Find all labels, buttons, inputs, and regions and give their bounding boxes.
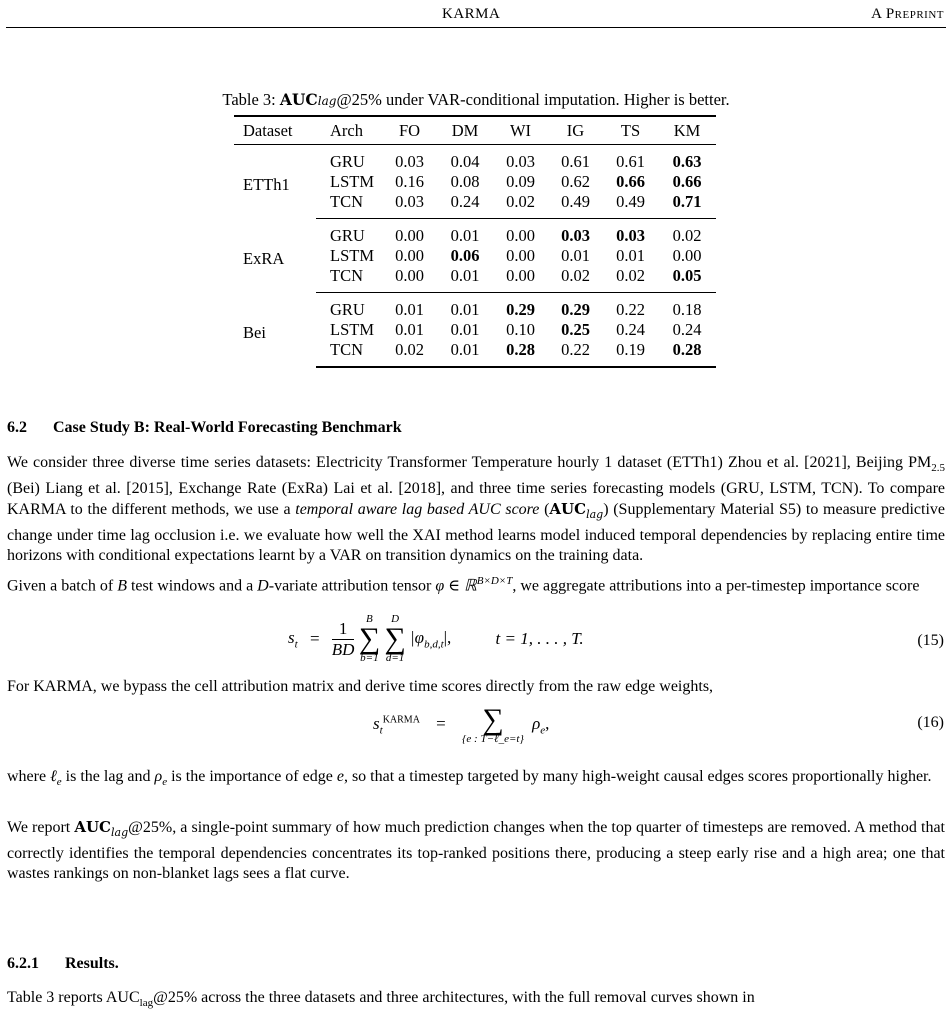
value-cell: 0.49 — [603, 192, 658, 219]
table-header-row — [234, 116, 716, 145]
arch-cell: TCN — [316, 266, 382, 293]
value-cell: 0.66 — [616, 172, 645, 191]
col-header: Arch — [316, 116, 382, 145]
value-cell: 0.06 — [450, 246, 480, 265]
value-cell: 0.02 — [382, 340, 437, 367]
value-cell: 0.66 — [672, 172, 702, 191]
header-rule — [6, 27, 946, 28]
table-row — [234, 219, 716, 247]
arch-cell: LSTM — [330, 172, 375, 191]
value-cell: 0.00 — [506, 226, 535, 245]
equation-16: $s_t^{KARMA}$ = ∑ {e : T−ℓ_e=t} $\rho_e$, (16) — [373, 703, 944, 745]
value-cell: 0.28 — [658, 340, 716, 367]
value-cell: 0.00 — [672, 246, 702, 265]
paragraph-lag: where ℓ$_e$ is the lag and $\rho_e$ is the importance of edge e, so that a timestep targeted by many high-weight causal edges scores proportionally higher. — [7, 768, 932, 789]
table-group — [234, 293, 716, 368]
value-cell: 0.29 — [506, 300, 535, 319]
caption-metric: AUClag — [279, 90, 337, 109]
value-cell: 0.62 — [561, 172, 590, 191]
value-cell: 0.04 — [450, 152, 480, 171]
paragraph-karma: For KARMA, we bypass the cell attribution matrix and derive time scores directly from the raw edge weights, — [7, 678, 714, 695]
table-row — [234, 293, 716, 321]
value-cell: 0.00 — [506, 246, 535, 265]
col-header: WI — [493, 116, 548, 145]
value-cell: 0.49 — [548, 192, 603, 219]
header-title: KARMA — [442, 6, 501, 22]
value-cell: 0.18 — [672, 300, 702, 319]
arch-cell: TCN — [316, 340, 382, 367]
col-header: KM — [658, 116, 716, 145]
table-caption: Table 3: AUClag@25% under VAR-conditional imputation. Higher is better. — [222, 90, 730, 109]
arch-cell: LSTM — [330, 246, 375, 265]
subsection-heading: 6.2.1 Results. — [7, 955, 119, 972]
value-cell: 0.03 — [561, 226, 590, 245]
value-cell: 0.02 — [603, 266, 658, 293]
value-cell: 0.19 — [603, 340, 658, 367]
section-heading: 6.2 Case Study B: Real-World Forecasting Benchmark — [7, 419, 402, 436]
value-cell: 0.24 — [672, 320, 702, 339]
value-cell: 0.24 — [616, 320, 645, 339]
table-group — [234, 219, 716, 293]
value-cell: 0.03 — [395, 152, 424, 171]
value-cell: 0.00 — [382, 266, 437, 293]
value-cell: 0.01 — [450, 320, 480, 339]
value-cell: 0.00 — [395, 226, 424, 245]
col-header: DM — [437, 116, 493, 145]
paragraph-datasets: We consider three diverse time series datasets: Electricity Transformer Temperature hourly 1 dataset (ETTh1) Zhou et al. [2021], Beijing $PM_{2.5}$ (Bei) Liang et al. [2015], Exchange Rate (ExRa) Lai et al. [2018], and three time series forecasting models (GRU, LSTM, TCN). To compare KARMA to the different methods, we use a temporal aware lag based AUC score $(AUC_{lag})$ (Supplementary Material S5) to measure predictive change under time lag occlusion i.e. we evaluate how well the XAI method learns model induced temporal dependencies by replacing entire time horizons with conditional expectations learnt by a VAR on transition dynamics on the training data. — [7, 454, 945, 565]
value-cell: 0.01 — [616, 246, 645, 265]
table-group — [234, 145, 716, 219]
value-cell: 0.02 — [493, 192, 548, 219]
header-preprint-label: A Preprint — [871, 6, 944, 22]
value-cell: 0.61 — [616, 152, 645, 171]
dataset-cell: Bei — [243, 323, 266, 343]
equation-15: $s_t$ = $\frac{1}{BD}$ B ∑ b=1 D ∑ d=1 $|\varphi_{b,d,t}|$, t = 1, . . . , T. (15) — [288, 613, 944, 664]
value-cell: 0.16 — [395, 172, 424, 191]
value-cell: 0.28 — [493, 340, 548, 367]
value-cell: 0.00 — [395, 246, 424, 265]
paragraph-report: We report $AUC_{lag}@25\%$, a single-point summary of how much prediction changes when the top quarter of timesteps are removed. A method that correctly identifies the temporal dependencies concentrates its top-ranked positions there, producing a steep early rise and a high area; one that wastes rankings on non-blanket lags sees a flat curve. — [7, 818, 945, 882]
paragraph-results: Table 3 reports $AUC_{lag}@25\%$ across the three datasets and three architectures, with the full removal curves shown in — [7, 989, 755, 1010]
value-cell: 0.22 — [616, 300, 645, 319]
value-cell: 0.01 — [395, 300, 424, 319]
value-cell: 0.22 — [548, 340, 603, 367]
arch-cell: TCN — [316, 192, 382, 219]
value-cell: 0.03 — [506, 152, 535, 171]
value-cell: 0.03 — [382, 192, 437, 219]
col-header: Dataset — [234, 116, 316, 145]
value-cell: 0.61 — [561, 152, 590, 171]
value-cell: 0.10 — [506, 320, 535, 339]
value-cell: 0.25 — [561, 320, 590, 339]
value-cell: 0.02 — [548, 266, 603, 293]
value-cell: 0.09 — [506, 172, 535, 191]
value-cell: 0.01 — [561, 246, 590, 265]
value-cell: 0.01 — [437, 340, 493, 367]
value-cell: 0.71 — [658, 192, 716, 219]
value-cell: 0.63 — [672, 152, 702, 171]
running-header — [0, 6, 952, 28]
dataset-cell: ETTh1 — [243, 175, 290, 195]
arch-cell: LSTM — [330, 320, 375, 339]
table-row — [234, 145, 716, 173]
value-cell: 0.03 — [616, 226, 645, 245]
col-header: FO — [382, 116, 437, 145]
value-cell: 0.01 — [395, 320, 424, 339]
arch-cell: GRU — [330, 300, 365, 319]
arch-cell: GRU — [330, 152, 365, 171]
value-cell: 0.08 — [450, 172, 480, 191]
value-cell: 0.01 — [450, 300, 480, 319]
dataset-cell: ExRA — [243, 249, 285, 268]
value-cell: 0.01 — [437, 266, 493, 293]
value-cell: 0.24 — [437, 192, 493, 219]
value-cell: 0.00 — [493, 266, 548, 293]
results-table — [234, 115, 716, 368]
value-cell: 0.29 — [561, 300, 590, 319]
col-header: IG — [548, 116, 603, 145]
value-cell: 0.02 — [672, 226, 702, 245]
col-header: TS — [603, 116, 658, 145]
value-cell: 0.01 — [450, 226, 480, 245]
paragraph-batch: Given a batch of B test windows and a D-variate attribution tensor φ ∈ ℝ$^{B\times D\times T}$, we aggregate attributions into a per-timestep importance score — [7, 575, 920, 595]
value-cell: 0.05 — [658, 266, 716, 293]
arch-cell: GRU — [330, 226, 365, 245]
